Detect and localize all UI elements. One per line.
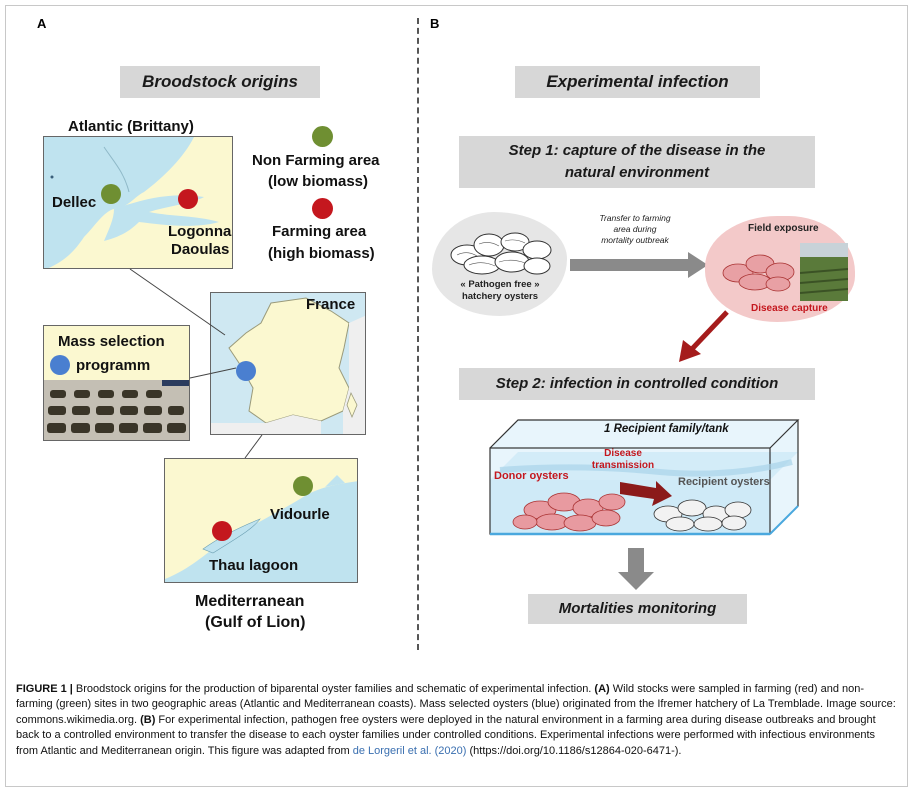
transfer-arrow-icon [570,250,710,280]
vidourle-green-dot [293,476,313,496]
field-exposure-label: Field exposure [748,223,819,234]
atlantic-title: Atlantic (Brittany) [68,118,194,135]
disease-capture-label: Disease capture [751,303,828,314]
legend-non-farming-line1: Non Farming area [252,152,380,169]
site-logonna-label: Logonna [168,223,232,240]
donor-label: Donor oysters [494,470,569,482]
caption-a-text: Wild stocks were sampled in farming (red) and non-farming (green) sites in two geographic areas (Atlantic and Mediterranean coasts). Mass selected oysters (blue) originated from the Ifremer hatchery of La Tremblade. Image source: commons.wikimedia.org. [16,683,896,726]
recipient-label: Recipient oysters [678,476,770,488]
hatchery-line1: « Pathogen free » [460,279,540,290]
disease-transmission-label [588,448,658,472]
hatchery-line2: hatchery oysters [461,291,539,302]
caption-a-label: (A) [594,683,610,695]
med-title-line1: Mediterranean [195,593,305,610]
panel-b-letter: B [430,16,440,31]
tank-label: 1 Recipient family/tank [604,423,729,435]
field-oysters-illustration [720,248,800,293]
legend-non-farming-line2: (low biomass) [268,173,369,190]
panel-a-letter: A [37,16,47,31]
experimental-infection-banner: Experimental infection [515,66,760,98]
caption-b-text: For experimental infection, pathogen free oysters were deployed in the natural environment in a farming area during disease outbreaks and brought back to a controlled environment to transfer the disease to each oyster families under controlled conditions. Experimental infections were performed with infectious environments from Atlantic and Mediterranean origin. This figure was adapted from [16,713,876,757]
disease-tx-line1: Disease [604,448,642,459]
caption-reference-link[interactable]: de Lorgeril et al. (2020) [352,744,467,757]
broodstock-banner: Broodstock origins [120,66,320,98]
down-arrow-icon [618,548,654,590]
oyster-trays-photo [44,380,189,440]
legend-farming-line1: Farming area [272,223,367,240]
site-daoulas-label: Daoulas [171,241,230,258]
hatchery-label [455,279,545,303]
site-dellec-label: Dellec [52,194,97,211]
transfer-line3: mortality outbreak [601,235,669,245]
site-vidourle-label: Vidourle [270,506,330,523]
step1-line2: natural environment [564,164,710,181]
caption-b-label: (B) [140,713,156,726]
transfer-text [580,213,690,246]
transfer-line2: area during [613,224,657,234]
disease-tx-line2: transmission [591,460,655,471]
site-thau-label: Thau lagoon [209,557,299,574]
thau-red-dot [212,521,232,541]
mass-selection-blue-dot [50,355,70,375]
hatchery-oysters-illustration [447,220,557,280]
caption-figure-label: FIGURE 1 | [16,683,73,695]
mass-selection-line2: programm [76,357,151,374]
field-photo [800,243,848,301]
france-label: France [306,296,356,313]
mass-selection-line1: Mass selection [58,333,165,350]
step2-banner: Step 2: infection in controlled condition [459,368,815,400]
caption-doi: (https://doi.org/10.1186/s12864-020-6471-). [466,744,682,757]
step1-banner [459,136,815,188]
legend-farming-line2: (high biomass) [268,245,375,262]
med-title-line2: (Gulf of Lion) [205,614,306,631]
return-arrow-icon [675,308,735,366]
figure-caption [16,682,900,759]
transfer-line1: Transfer to farming [599,213,671,223]
caption-intro: Broodstock origins for the production of biparental oyster families and schematic of experimental infection. [72,683,595,695]
mortalities-banner: Mortalities monitoring [528,594,747,624]
step1-line1: Step 1: capture of the disease in the [508,142,766,159]
